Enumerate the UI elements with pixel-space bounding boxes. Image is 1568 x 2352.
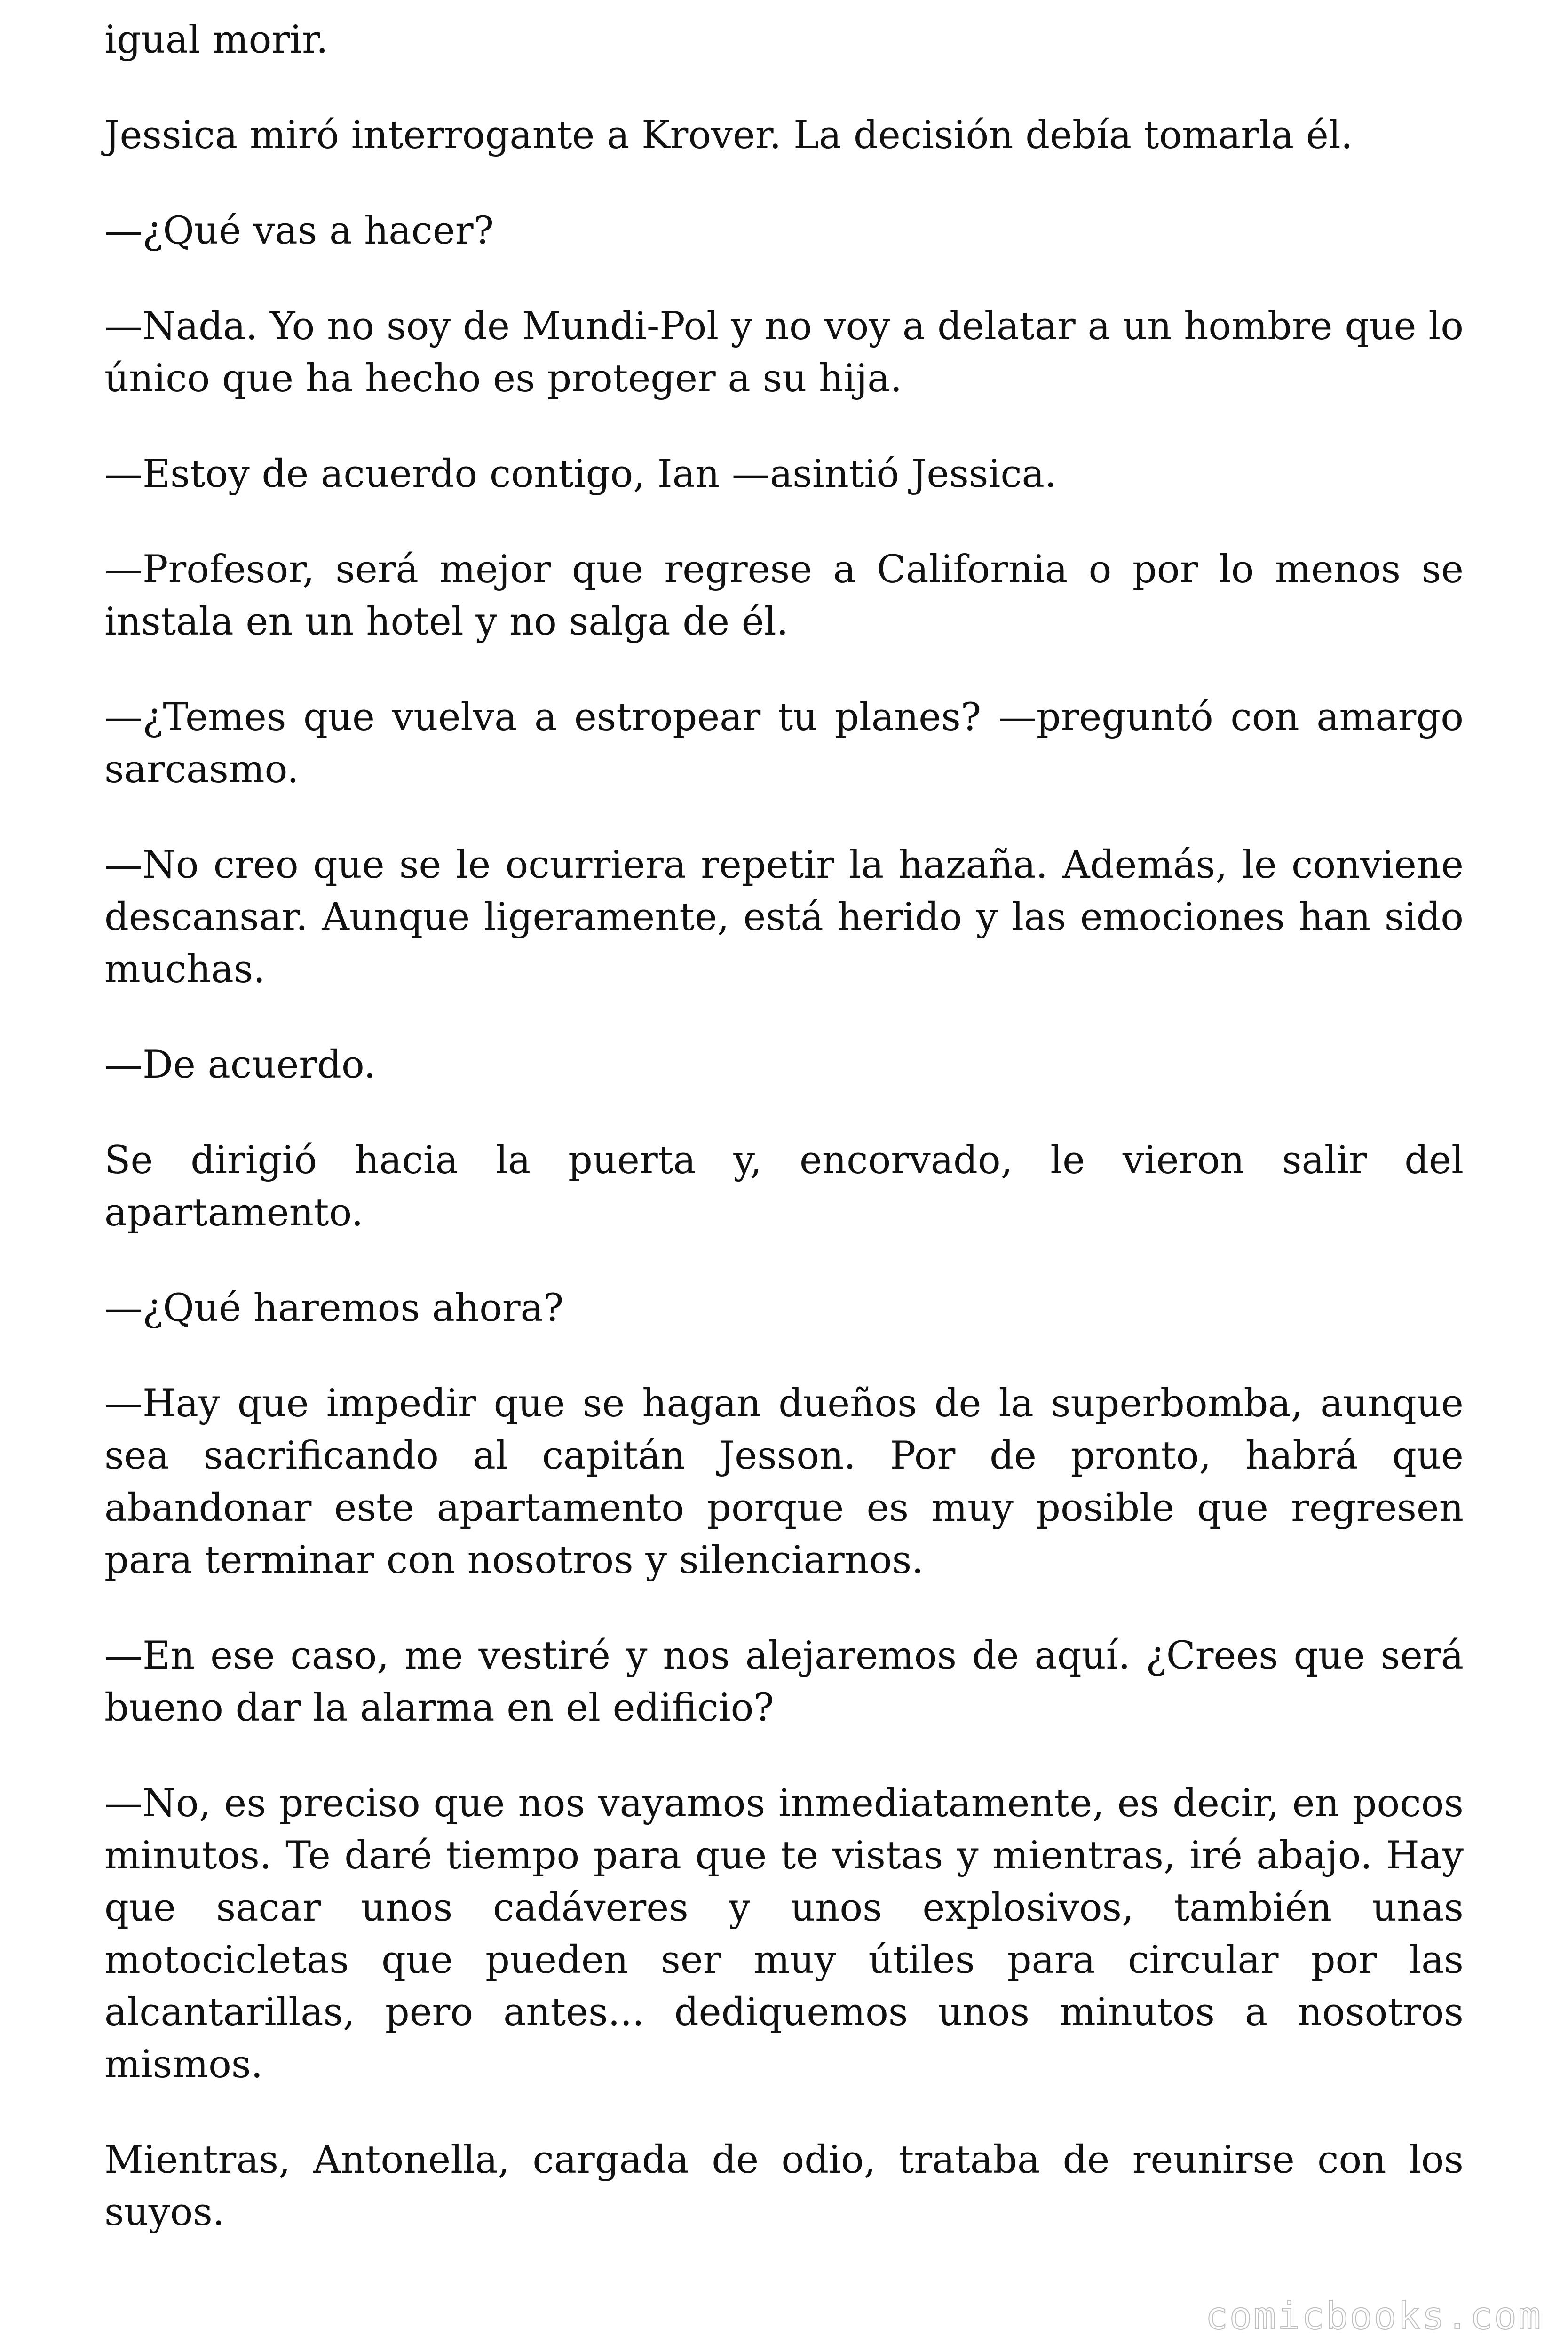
paragraph: Mientras, Antonella, cargada de odio, trataba de reunirse con los suyos. (104, 2138, 1464, 2234)
body-text (104, 14, 1464, 2282)
paragraph: Jessica miró interrogante a Krover. La decisión debía tomarla él. (104, 113, 1353, 158)
paragraph: —De acuerdo. (104, 1043, 376, 1087)
paragraph: —Estoy de acuerdo contigo, Ian —asintió Jessica. (104, 452, 1057, 496)
watermark: comicbooks.com (1205, 2294, 1542, 2338)
paragraph: Se dirigió hacia la puerta y, encorvado, le vieron salir del apartamento. (104, 1138, 1464, 1235)
paragraph: —En ese caso, me vestiré y nos alejaremos de aquí. ¿Crees que será bueno dar la alarma en el edificio? (104, 1634, 1464, 1730)
paragraph: —No creo que se le ocurriera repetir la hazaña. Además, le conviene descansar. Aunque ligeramente, está herido y las emociones han sido muchas. (104, 843, 1464, 992)
paragraph: —¿Temes que vuelva a estropear tu planes? —preguntó con amargo sarcasmo. (104, 695, 1464, 792)
paragraph: —¿Qué haremos ahora? (104, 1286, 564, 1330)
paragraph: igual morir. (104, 18, 328, 62)
paragraph: —No, es preciso que nos vayamos inmediatamente, es decir, en pocos minutos. Te daré tiempo para que te vistas y mientras, iré abajo. Hay que sacar unos cadáveres y unos explosivos, también unas motocicletas que pueden ser muy útiles para circular por las alcantarillas, pero antes... dediquemos unos minutos a nosotros mismos. (104, 1781, 1464, 2087)
paragraph: —Hay que impedir que se hagan dueños de la superbomba, aunque sea sacrificando al capitán Jesson. Por de pronto, habrá que abandonar este apartamento porque es muy posible que regresen para terminar con nosotros y silenciarnos. (104, 1382, 1464, 1582)
paragraph: —Nada. Yo no soy de Mundi-Pol y no voy a delatar a un hombre que lo único que ha hecho es proteger a su hija. (104, 304, 1464, 401)
paragraph: —Profesor, será mejor que regrese a California o por lo menos se instala en un hotel y no salga de él. (104, 548, 1464, 644)
paragraph: —¿Qué vas a hacer? (104, 209, 494, 253)
